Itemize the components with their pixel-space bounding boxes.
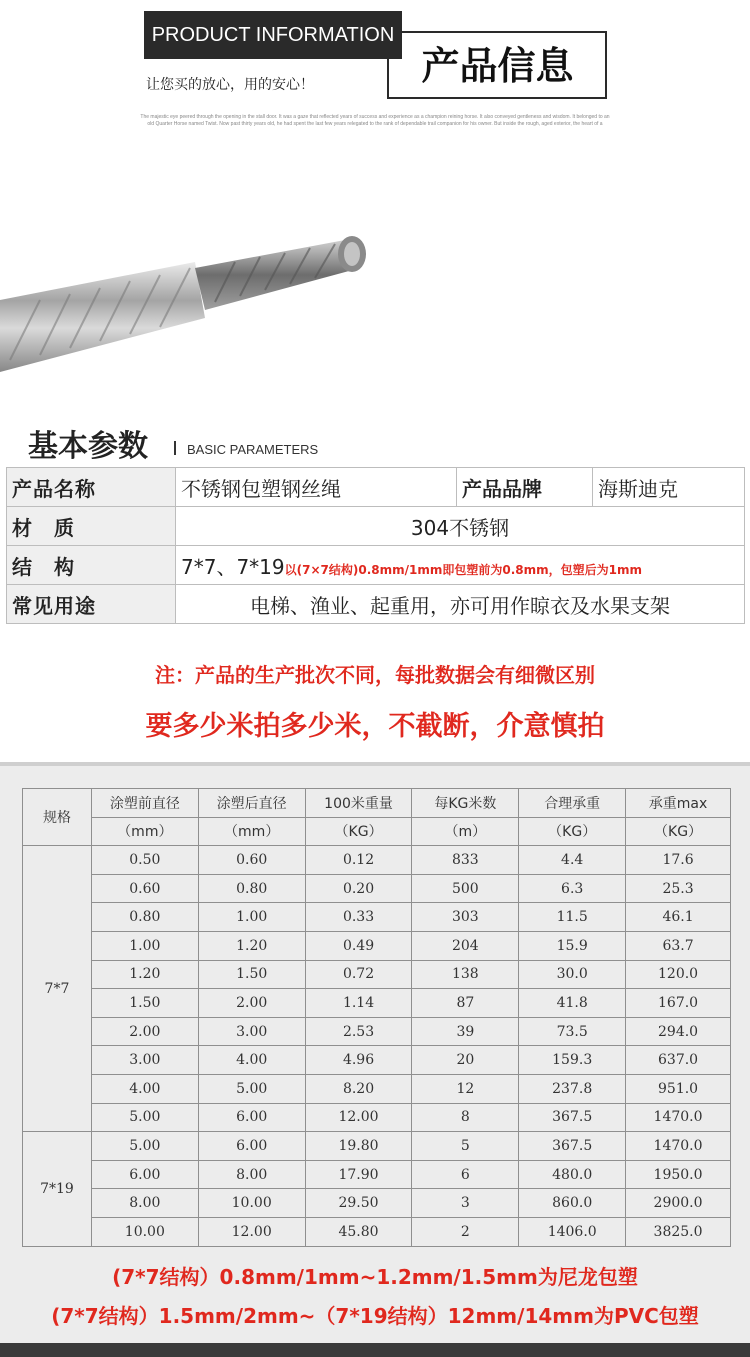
param-value-cell — [176, 546, 745, 585]
table-row — [23, 1160, 731, 1189]
structure-group-cell: 7*7 — [23, 846, 92, 1132]
table-cell: 17.90 — [305, 1160, 412, 1189]
table-cell: 1.50 — [198, 960, 305, 989]
batch-variation-note: 注：产品的生产批次不同，每批数据会有细微区别 — [155, 663, 595, 687]
table-cell: 10.00 — [91, 1217, 198, 1246]
table-cell: 6.3 — [519, 874, 626, 903]
table-cell: 1.20 — [91, 960, 198, 989]
column-header: 100米重量 — [305, 789, 412, 818]
param-label: 常见用途 — [7, 585, 176, 624]
table-cell: 29.50 — [305, 1189, 412, 1218]
table-cell: 1.14 — [305, 989, 412, 1018]
table-cell: 4.00 — [91, 1074, 198, 1103]
table-cell: 1406.0 — [519, 1217, 626, 1246]
param-row-name — [7, 468, 745, 507]
unit-cell: （m） — [412, 817, 519, 846]
table-row — [23, 1046, 731, 1075]
structure-note: 以(7×7结构)0.8mm/1mm即包塑前为0.8mm，包塑后为1mm — [284, 562, 642, 577]
spec-table-body — [23, 846, 731, 1246]
table-cell: 20 — [412, 1046, 519, 1075]
unit-cell: （mm） — [91, 817, 198, 846]
table-row — [23, 1074, 731, 1103]
column-header: 合理承重 — [519, 789, 626, 818]
table-cell: 25.3 — [626, 874, 731, 903]
table-cell: 367.5 — [519, 1103, 626, 1132]
table-cell: 6.00 — [91, 1160, 198, 1189]
param-row-material — [7, 507, 745, 546]
param-row-usage — [7, 585, 745, 624]
table-cell: 637.0 — [626, 1046, 731, 1075]
structure-group-cell: 7*19 — [23, 1132, 92, 1246]
table-cell: 0.80 — [198, 874, 305, 903]
table-cell: 0.72 — [305, 960, 412, 989]
title-separator — [174, 441, 176, 455]
table-cell: 1470.0 — [626, 1132, 731, 1161]
table-cell: 3.00 — [91, 1046, 198, 1075]
table-row — [23, 1189, 731, 1218]
table-cell: 4.00 — [198, 1046, 305, 1075]
table-cell: 120.0 — [626, 960, 731, 989]
table-cell: 6.00 — [198, 1132, 305, 1161]
table-cell: 4.96 — [305, 1046, 412, 1075]
bottom-image-strip — [0, 1343, 750, 1357]
table-cell: 12.00 — [198, 1217, 305, 1246]
table-cell: 367.5 — [519, 1132, 626, 1161]
pvc-coating-note: (7*7结构）1.5mm/2mm~（7*19结构）12mm/14mm为PVC包塑 — [51, 1304, 699, 1328]
header-description: The majestic eye peered through the opening in the stall door. It was a gaze that reflected years of success and experience as a champion reining horse. It also conveyed gentleness and wisdom. It belonged to an old Quarter Horse named Twist. Now past thirty years old, he had spent the last few years relegated to the rank of dependable trail companion for his owner. But inside the rough, aged exterior, the heart of a — [140, 114, 610, 127]
table-cell: 294.0 — [626, 1017, 731, 1046]
table-cell: 41.8 — [519, 989, 626, 1018]
table-cell: 5 — [412, 1132, 519, 1161]
page-title: 产品信息 — [421, 44, 574, 88]
table-cell: 951.0 — [626, 1074, 731, 1103]
table-row — [23, 903, 731, 932]
param-value: 不锈钢包塑钢丝绳 — [176, 468, 457, 507]
param-row-structure — [7, 546, 745, 585]
table-cell: 2 — [412, 1217, 519, 1246]
table-row — [23, 1017, 731, 1046]
table-cell: 10.00 — [198, 1189, 305, 1218]
spec-units-row — [23, 817, 731, 846]
spec-table — [22, 788, 731, 1247]
unit-cell: （KG） — [626, 817, 731, 846]
param-value: 海斯迪克 — [593, 468, 745, 507]
table-cell: 2.53 — [305, 1017, 412, 1046]
spec-header-row — [23, 789, 731, 818]
table-cell: 17.6 — [626, 846, 731, 875]
param-label: 结 构 — [7, 546, 176, 585]
steel-cable-image — [0, 150, 750, 410]
table-cell: 3 — [412, 1189, 519, 1218]
table-cell: 4.4 — [519, 846, 626, 875]
unit-cell: （KG） — [519, 817, 626, 846]
param-label: 产品名称 — [7, 468, 176, 507]
table-cell: 12 — [412, 1074, 519, 1103]
table-cell: 204 — [412, 931, 519, 960]
column-header: 每KG米数 — [412, 789, 519, 818]
table-cell: 11.5 — [519, 903, 626, 932]
table-cell: 0.60 — [91, 874, 198, 903]
table-cell: 0.60 — [198, 846, 305, 875]
table-cell: 2900.0 — [626, 1189, 731, 1218]
param-label: 材 质 — [7, 507, 176, 546]
table-cell: 860.0 — [519, 1189, 626, 1218]
table-cell: 6.00 — [198, 1103, 305, 1132]
table-cell: 2.00 — [198, 989, 305, 1018]
nylon-coating-note: (7*7结构）0.8mm/1mm~1.2mm/1.5mm为尼龙包塑 — [112, 1265, 638, 1289]
table-cell: 1.50 — [91, 989, 198, 1018]
table-cell: 19.80 — [305, 1132, 412, 1161]
basic-params-title: 基本参数 — [28, 429, 148, 464]
table-cell: 39 — [412, 1017, 519, 1046]
table-cell: 480.0 — [519, 1160, 626, 1189]
column-header: 涂塑后直径 — [198, 789, 305, 818]
table-cell: 5.00 — [91, 1103, 198, 1132]
table-row — [23, 1217, 731, 1246]
basic-params-table — [6, 467, 745, 624]
table-cell: 63.7 — [626, 931, 731, 960]
basic-params-subtitle: BASIC PARAMETERS — [187, 442, 319, 457]
table-cell: 159.3 — [519, 1046, 626, 1075]
table-row — [23, 989, 731, 1018]
table-cell: 0.12 — [305, 846, 412, 875]
table-cell: 0.49 — [305, 931, 412, 960]
table-cell: 1.00 — [91, 931, 198, 960]
table-cell: 8.20 — [305, 1074, 412, 1103]
table-cell: 8.00 — [91, 1189, 198, 1218]
table-cell: 833 — [412, 846, 519, 875]
table-row — [23, 874, 731, 903]
param-label: 产品品牌 — [457, 468, 593, 507]
table-cell: 8 — [412, 1103, 519, 1132]
table-cell: 3825.0 — [626, 1217, 731, 1246]
column-header: 承重max — [626, 789, 731, 818]
table-cell: 46.1 — [626, 903, 731, 932]
param-value: 电梯、渔业、起重用，亦可用作晾衣及水果支架 — [176, 585, 745, 624]
param-value: 304不锈钢 — [176, 507, 745, 546]
table-cell: 2.00 — [91, 1017, 198, 1046]
spec-header-cell: 规格 — [23, 789, 92, 846]
table-cell: 0.50 — [91, 846, 198, 875]
table-cell: 167.0 — [626, 989, 731, 1018]
table-cell: 1.00 — [198, 903, 305, 932]
param-value: 7*7、7*19 — [181, 554, 285, 579]
column-header: 涂塑前直径 — [91, 789, 198, 818]
slogan: 让您买的放心，用的安心！ — [146, 77, 314, 93]
table-cell: 8.00 — [198, 1160, 305, 1189]
table-cell: 15.9 — [519, 931, 626, 960]
table-cell: 1470.0 — [626, 1103, 731, 1132]
table-cell: 237.8 — [519, 1074, 626, 1103]
table-cell: 0.80 — [91, 903, 198, 932]
unit-cell: （mm） — [198, 817, 305, 846]
table-cell: 5.00 — [91, 1132, 198, 1161]
table-cell: 1.20 — [198, 931, 305, 960]
product-information-badge: PRODUCT INFORMATION — [144, 11, 402, 59]
table-cell: 138 — [412, 960, 519, 989]
table-cell: 12.00 — [305, 1103, 412, 1132]
table-cell: 3.00 — [198, 1017, 305, 1046]
table-row — [23, 1132, 731, 1161]
table-cell: 303 — [412, 903, 519, 932]
table-row — [23, 1103, 731, 1132]
table-cell: 87 — [412, 989, 519, 1018]
table-cell: 0.20 — [305, 874, 412, 903]
table-cell: 0.33 — [305, 903, 412, 932]
table-cell: 500 — [412, 874, 519, 903]
table-cell: 30.0 — [519, 960, 626, 989]
table-cell: 45.80 — [305, 1217, 412, 1246]
table-cell: 73.5 — [519, 1017, 626, 1046]
table-row — [23, 931, 731, 960]
no-cut-note: 要多少米拍多少米，不截断，介意慎拍 — [145, 711, 605, 742]
table-cell: 5.00 — [198, 1074, 305, 1103]
table-cell: 6 — [412, 1160, 519, 1189]
table-cell: 1950.0 — [626, 1160, 731, 1189]
spec-section-divider — [0, 762, 750, 766]
unit-cell: （KG） — [305, 817, 412, 846]
table-row — [23, 846, 731, 875]
table-row — [23, 960, 731, 989]
